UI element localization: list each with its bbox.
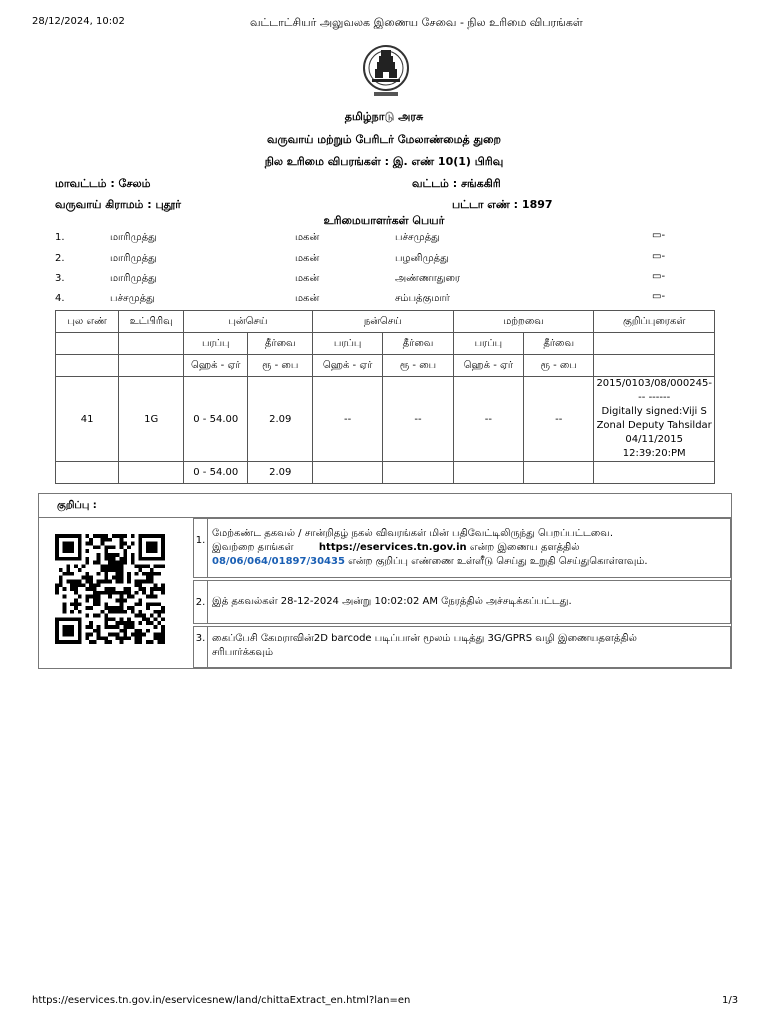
unit-hectare: ஹெக் - ஏர் (453, 355, 523, 377)
note-1-suffix: என்ற இணைய தளத்தில் (469, 542, 580, 553)
owner-number: 4. (55, 293, 65, 304)
patta-number: பட்டா எண் : 1897 (452, 198, 553, 211)
dry-area: 0 - 54.00 (184, 377, 248, 462)
taluk: வட்டம் : சங்ககிரி (412, 177, 501, 190)
note-number: 2. (194, 581, 208, 623)
owner-relation: மகன் (295, 253, 320, 264)
subheader-tax: தீர்வை (383, 333, 453, 355)
print-datetime: 28/12/2024, 10:02 (32, 16, 125, 27)
owner-name: பச்சமுத்து (110, 293, 155, 304)
dry-tax: 2.09 (248, 377, 312, 462)
unit-rupee: ரூ - பை (383, 355, 453, 377)
page-title: வட்டாட்சியர் அலுவலக இணைய சேவை - நில உரிமை விபரங்கள் (250, 16, 583, 29)
owner-father-name: பச்சமுத்து (395, 232, 440, 243)
note-number: 1. (194, 519, 208, 577)
note-text (212, 632, 724, 660)
reference-number: 08/06/064/01897/30435 (212, 556, 345, 567)
broken-image-icon: ▭- (652, 251, 666, 262)
remarks-time: 12:39:20:PM (622, 448, 686, 459)
broken-image-icon: ▭- (652, 230, 666, 241)
note-number: 3. (194, 627, 208, 667)
note-1-prefix: இவற்றை தாங்கள் (212, 542, 294, 553)
unit-rupee: ரூ - பை (524, 355, 594, 377)
note-item (193, 626, 731, 668)
subdivision: 1G (119, 377, 184, 462)
owner-name: மாரிமுத்து (110, 253, 157, 264)
other-tax: -- (524, 377, 594, 462)
remarks-signature: Digitally signed:Viji S (601, 406, 707, 417)
owners-heading: உரிமையாளர்கள் பெயர் (323, 214, 445, 227)
header-survey-number: புல எண் (56, 311, 119, 333)
subheader-area: பரப்பு (453, 333, 523, 355)
survey-number: 41 (56, 377, 119, 462)
page-number: 1/3 (722, 995, 739, 1006)
eservices-link[interactable]: https://eservices.tn.gov.in (318, 542, 467, 553)
land-details-table (55, 310, 715, 484)
wet-area: -- (312, 377, 382, 462)
subheader-tax: தீர்வை (248, 333, 312, 355)
government-name: தமிழ்நாடு அரசு (344, 110, 424, 123)
tamilnadu-emblem (362, 40, 410, 104)
wet-tax: -- (383, 377, 453, 462)
subheader-area: பரப்பு (184, 333, 248, 355)
owner-father-name: பழனிமுத்து (395, 253, 449, 264)
subheader-tax: தீர்வை (524, 333, 594, 355)
broken-image-icon: ▭- (652, 271, 666, 282)
document-subtitle: நில உரிமை விபரங்கள் : இ. எண் 10(1) பிரிவு (264, 155, 504, 168)
owner-name: மாரிமுத்து (110, 232, 157, 243)
table-units-row (56, 355, 715, 377)
department-name: வருவாய் மற்றும் பேரிடர் மேலாண்மைத் துறை (267, 133, 501, 146)
owner-relation: மகன் (295, 293, 320, 304)
note-3-line-1: கைப்பேசி கேமராவின்2D barcode படிப்பான் மூலம் படித்து 3G/GPRS வழி இணையதளத்தில் (212, 633, 637, 644)
revenue-village: வருவாய் கிராமம் : புதூர் (55, 198, 181, 211)
header-remarks: குறிப்புரைகள் (594, 311, 715, 333)
remarks-cell (594, 377, 715, 462)
broken-image-icon: ▭- (652, 291, 666, 302)
table-header-row (56, 311, 715, 333)
owner-father-name: சம்பத்குமார் (395, 293, 450, 304)
header-subdivision: உட்பிரிவு (119, 311, 184, 333)
unit-rupee: ரூ - பை (248, 355, 312, 377)
notes-box (38, 493, 732, 669)
note-item (193, 580, 731, 624)
total-dry-tax: 2.09 (248, 462, 312, 484)
owner-number: 1. (55, 232, 65, 243)
remarks-designation: Zonal Deputy Tahsildar (596, 420, 712, 431)
note-1-line-1: மேற்கண்ட தகவல் / சான்றிதழ் நகல் விவரங்கள் மின் பதிவேட்டிலிருந்து பெறப்பட்டவை. (212, 528, 613, 539)
footer-url: https://eservices.tn.gov.in/eservicesnew/land/chittaExtract_en.html?lan=en (32, 995, 411, 1006)
note-text (212, 527, 724, 569)
owner-relation: மகன் (295, 273, 320, 284)
note-item (193, 518, 731, 578)
remarks-reference: 2015/0103/08/000245- (596, 378, 712, 389)
table-row (56, 377, 715, 462)
table-total-row (56, 462, 715, 484)
notes-title: குறிப்பு : (57, 500, 97, 511)
note-1-tail: என்ற குறிப்பு எண்ணை உள்ளீடு செய்து உறுதி செய்துகொள்ளவும். (348, 556, 648, 567)
owner-father-name: அண்ணாதுரை (395, 273, 461, 284)
owner-number: 2. (55, 253, 65, 264)
remarks-dashes: -- ------ (638, 392, 671, 403)
remarks-date: 04/11/2015 (625, 434, 684, 445)
total-dry-area: 0 - 54.00 (184, 462, 248, 484)
owner-name: மாரிமுத்து (110, 273, 157, 284)
header-other-land: மற்றவை (453, 311, 594, 333)
owner-relation: மகன் (295, 232, 320, 243)
note-3-line-2: சரிபார்க்கவும் (212, 647, 274, 658)
district: மாவட்டம் : சேலம் (55, 177, 151, 190)
qr-code-icon (55, 534, 165, 644)
unit-hectare: ஹெக் - ஏர் (312, 355, 382, 377)
table-subheader-row (56, 333, 715, 355)
owner-number: 3. (55, 273, 65, 284)
subheader-area: பரப்பு (312, 333, 382, 355)
unit-hectare: ஹெக் - ஏர் (184, 355, 248, 377)
other-area: -- (453, 377, 523, 462)
note-text: இத் தகவல்கள் 28-12-2024 அன்று 10:02:02 AM நேரத்தில் அச்சடிக்கப்பட்டது. (212, 596, 572, 607)
header-wet-land: நன்செய் (312, 311, 453, 333)
header-dry-land: புன்செய் (184, 311, 313, 333)
